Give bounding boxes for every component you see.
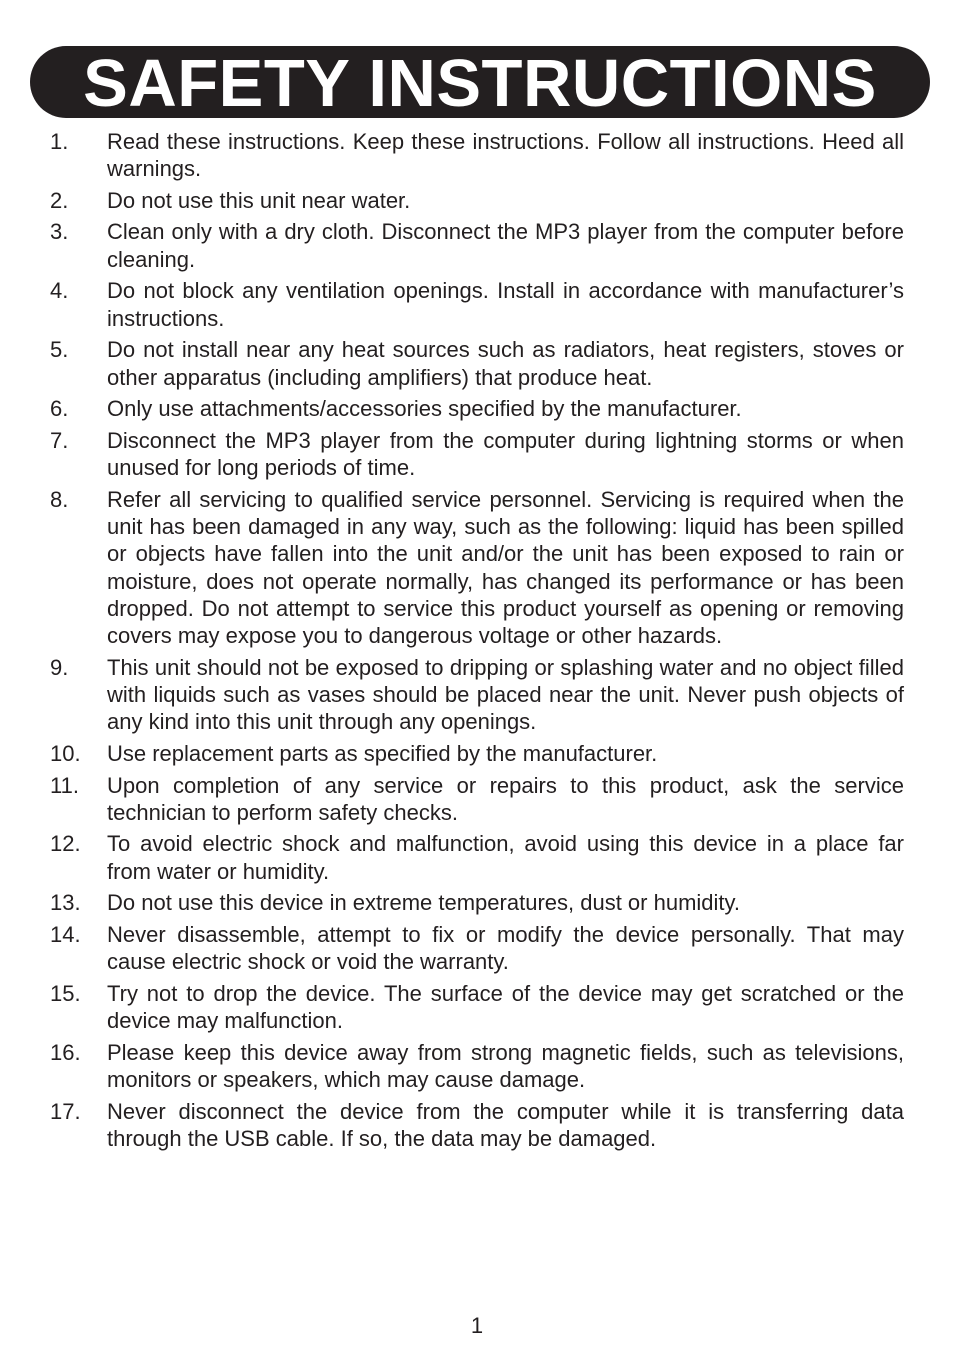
item-text: Do not use this unit near water. xyxy=(107,187,411,213)
item-number: 7. xyxy=(50,427,69,453)
item-text: Do not install near any heat sources such as radiators, heat registers, stoves or other apparatus (including amplifiers) that produce heat. xyxy=(107,337,904,390)
item-number: 9. xyxy=(50,654,69,680)
list-item xyxy=(50,486,904,650)
list-item xyxy=(50,921,904,976)
list-item xyxy=(50,277,904,332)
title-banner xyxy=(30,45,930,121)
item-number: 13. xyxy=(50,890,81,916)
list-item xyxy=(50,1098,904,1153)
item-text: Only use attachments/accessories specified by the manufacturer. xyxy=(107,396,742,422)
list-item xyxy=(50,772,904,827)
item-text: Do not block any ventilation openings. Install in accordance with manufacturer’s instructions. xyxy=(107,278,904,331)
item-text: Refer all servicing to qualified service personnel. Servicing is required when the unit has been damaged in any way, such as the following: liquid has been spilled or objects have fallen into the unit and/or the unit has been exposed to rain or moisture, does not operate normally, has changed its performance or has been dropped. Do not attempt to service this product yourself as opening or removing covers may expose you to dangerous voltage or other hazards. xyxy=(107,486,904,649)
item-text: To avoid electric shock and malfunction, avoid using this device in a place far from water or humidity. xyxy=(107,831,904,884)
item-number: 3. xyxy=(50,219,69,245)
item-text: Do not use this device in extreme temperatures, dust or humidity. xyxy=(107,890,740,916)
item-number: 4. xyxy=(50,278,69,304)
item-text: Disconnect the MP3 player from the computer during lightning storms or when unused for long periods of time. xyxy=(107,427,904,481)
item-number: 14. xyxy=(50,921,81,947)
list-item xyxy=(50,1039,904,1094)
item-number: 10. xyxy=(50,740,81,766)
list-item xyxy=(50,889,904,916)
item-number: 2. xyxy=(50,187,69,213)
item-text: Clean only with a dry cloth. Disconnect the MP3 player from the computer before cleaning. xyxy=(107,219,904,272)
item-text: Read these instructions. Keep these instructions. Follow all instructions. Heed all warnings. xyxy=(107,129,904,182)
page-title: SAFETY INSTRUCTIONS xyxy=(83,45,877,121)
item-text: Try not to drop the device. The surface of the device may get scratched or the device may malfunction. xyxy=(107,980,904,1034)
list-item xyxy=(50,128,904,183)
item-text: Upon completion of any service or repairs to this product, ask the service technician to perform safety checks. xyxy=(107,772,904,825)
page-number: 1 xyxy=(470,1313,484,1338)
item-number: 6. xyxy=(50,396,69,422)
list-item xyxy=(50,830,904,885)
item-text: This unit should not be exposed to dripping or splashing water and no object filled with liquids such as vases should be placed near the unit. Never push objects of any kind into this unit through any openings. xyxy=(107,654,904,735)
item-number: 16. xyxy=(50,1039,81,1065)
item-number: 12. xyxy=(50,831,81,857)
list-item xyxy=(50,427,904,482)
item-number: 1. xyxy=(50,129,69,154)
item-text: Never disassemble, attempt to fix or modify the device personally. That may cause electric shock or void the warranty. xyxy=(107,921,904,975)
item-number: 11. xyxy=(50,772,79,798)
list-item xyxy=(50,336,904,391)
list-item xyxy=(50,395,904,422)
list-item xyxy=(50,654,904,736)
item-number: 17. xyxy=(50,1098,81,1124)
list-item xyxy=(50,740,904,767)
list-item xyxy=(50,980,904,1035)
instructions-list xyxy=(50,128,904,1156)
item-text: Never disconnect the device from the computer while it is transferring data through the USB cable. If so, the data may be damaged. xyxy=(107,1098,904,1151)
item-number: 15. xyxy=(50,980,81,1006)
list-item xyxy=(50,218,904,273)
list-item xyxy=(50,187,904,214)
item-number: 5. xyxy=(50,337,69,363)
item-number: 8. xyxy=(50,486,69,512)
item-text: Please keep this device away from strong magnetic fields, such as televisions, monitors or speakers, which may cause damage. xyxy=(107,1039,904,1092)
item-text: Use replacement parts as specified by the manufacturer. xyxy=(107,740,658,766)
